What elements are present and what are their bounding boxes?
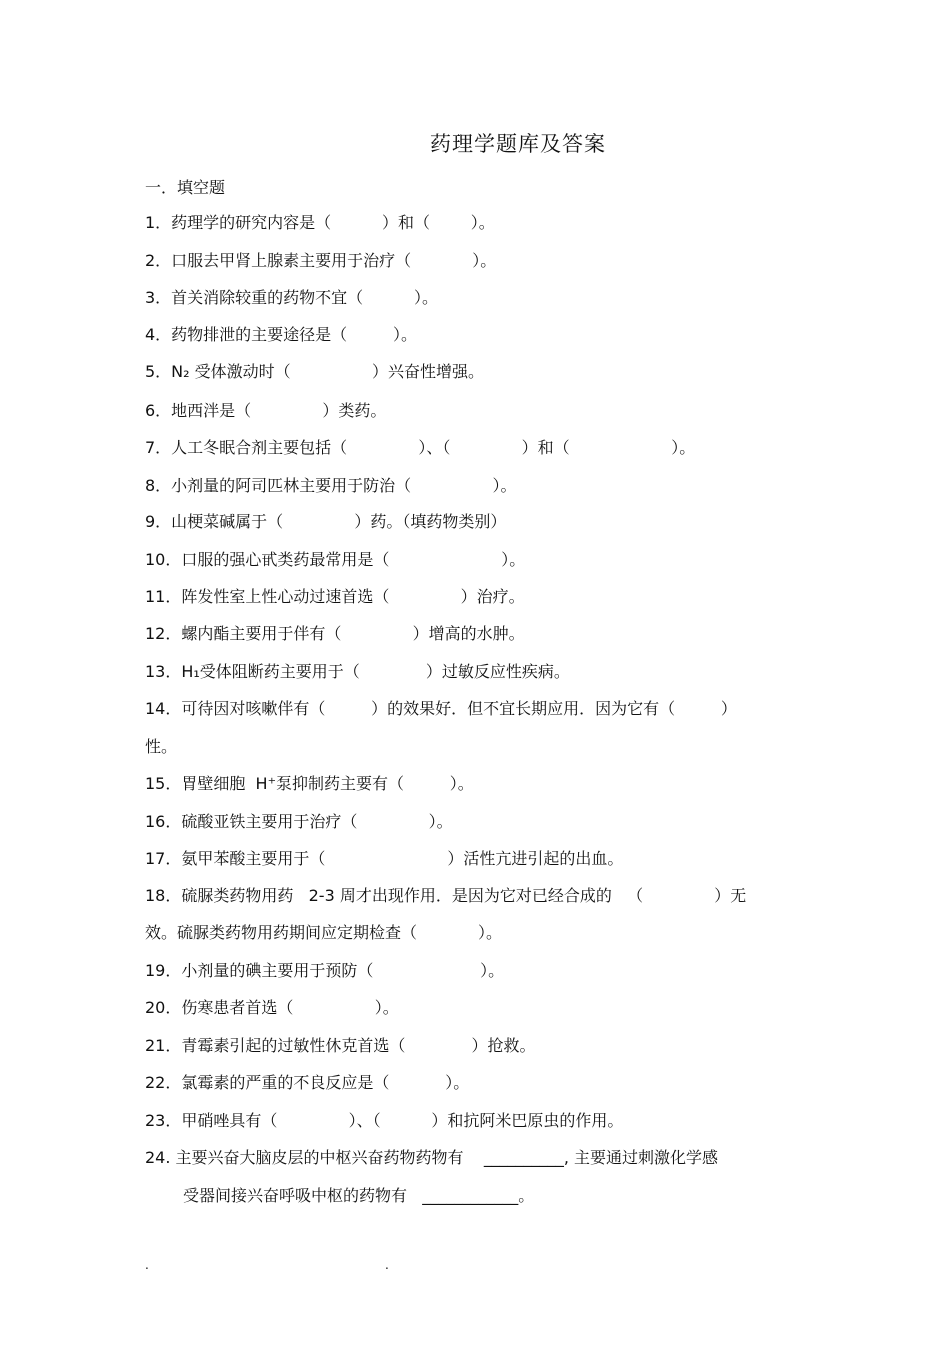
- question-1: 1．药理学的研究内容是（ ）和（ ）。: [145, 213, 495, 232]
- question-23: 23．甲硝唑具有（ ）、（ ）和抗阿米巴原虫的作用。: [145, 1111, 624, 1130]
- question-12: 12．螺内酯主要用于伴有（ ）增高的水肿。: [145, 624, 525, 643]
- question-4: 4．药物排泄的主要途径是（ ）。: [145, 325, 417, 344]
- page-title: 药理学题库及答案: [430, 132, 606, 156]
- question-24: 24. 主要兴奋大脑皮层的中枢兴奋药物药物有 __________, 主要通过刺激化学感: [145, 1148, 719, 1167]
- question-16: 16．硫酸亚铁主要用于治疗（ ）。: [145, 812, 453, 831]
- question-11: 11．阵发性室上性心动过速首选（ ）治疗。: [145, 587, 525, 606]
- question-15: 15．胃壁细胞 H⁺泵抑制药主要有（ ）。: [145, 774, 474, 793]
- question-22: 22．氯霉素的严重的不良反应是（ ）。: [145, 1073, 470, 1092]
- question-21: 21．青霉素引起的过敏性休克首选（ ）抢救。: [145, 1036, 536, 1055]
- question-5: 5．N₂ 受体激动时（ ）兴奋性增强。: [145, 362, 485, 381]
- question-17: 17．氨甲苯酸主要用于（ ）活性亢进引起的出血。: [145, 849, 624, 868]
- question-14: 14．可待因对咳嗽伴有（ ）的效果好．但不宜长期应用．因为它有（ ）: [145, 699, 737, 718]
- question-6: 6．地西泮是（ ）类药。: [145, 401, 387, 420]
- question-8: 8．小剂量的阿司匹林主要用于防治（ ）。: [145, 476, 517, 495]
- section-heading: 一．填空题: [145, 178, 226, 197]
- question-10: 10．口服的强心甙类药最常用是（ ）。: [145, 550, 526, 569]
- question-2: 2．口服去甲肾上腺素主要用于治疗（ ）。: [145, 251, 497, 270]
- question-18: 18．硫脲类药物用药 2-3 周才出现作用．是因为它对已经合成的 （ ）无: [145, 886, 747, 905]
- question-13: 13．H₁受体阻断药主要用于（ ）过敏反应性疾病。: [145, 662, 570, 681]
- question-18-continued: 效。硫脲类药物用药期间应定期检查（ ）。: [145, 923, 503, 942]
- question-20: 20．伤寒患者首选（ ）。: [145, 998, 399, 1017]
- question-14-continued: 性。: [145, 737, 178, 756]
- footer-dot-left: .: [145, 1258, 149, 1272]
- question-7: 7．人工冬眠合剂主要包括（ ）、（ ）和（ ）。: [145, 438, 696, 457]
- footer-dot-right: .: [385, 1258, 389, 1272]
- question-24-continued: 受器间接兴奋呼吸中枢的药物有 ____________。: [183, 1186, 535, 1205]
- question-9: 9．山梗菜碱属于（ ）药。（填药物类别）: [145, 512, 507, 531]
- question-3: 3．首关消除较重的药物不宜（ ）。: [145, 288, 439, 307]
- question-19: 19．小剂量的碘主要用于预防（ ）。: [145, 961, 505, 980]
